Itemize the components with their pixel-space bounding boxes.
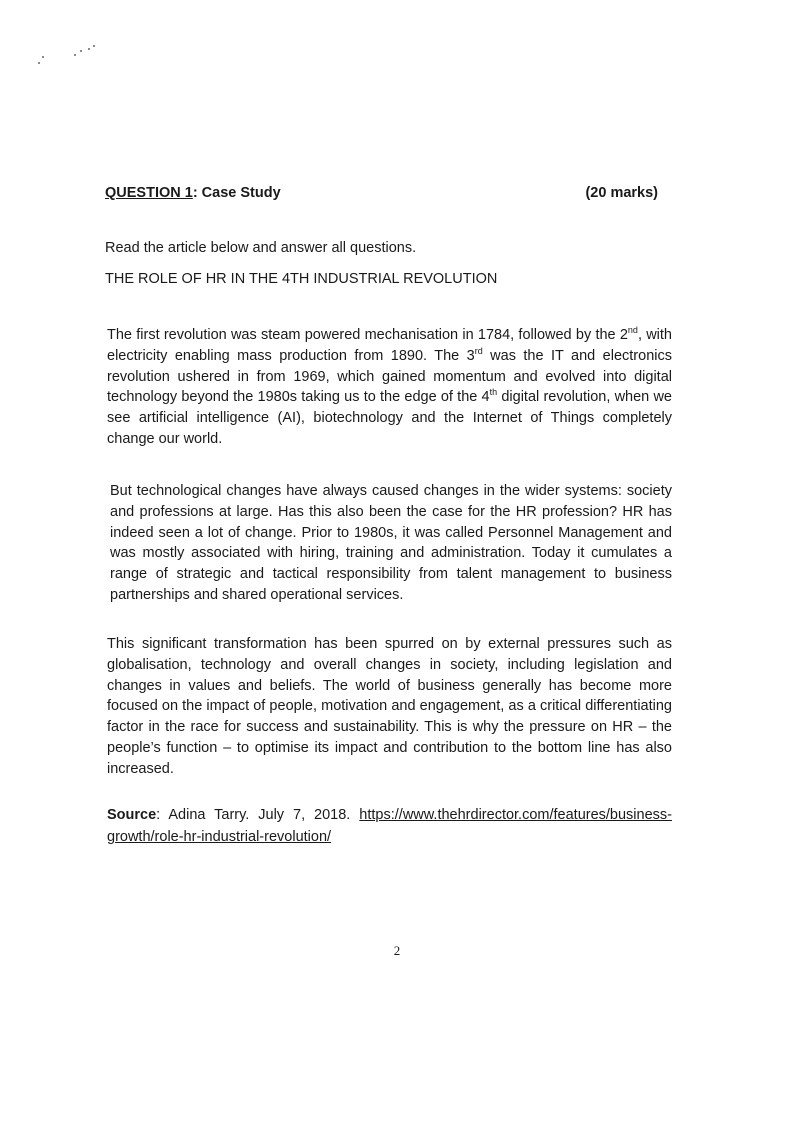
article-paragraph-2: But technological changes have always caused changes in the wider systems: society and professions at large. Has this also been the case for the HR profession? HR has indeed seen a lot of change. Prior to 1980s, it was called Personnel Management and was mostly associated with hiring, training and administration. Today it cumulates a range of strategic and tactical responsibility from talent management to business partnerships and shared operational services. [110, 483, 672, 603]
p1-text-4: digital revolution, when we see artificial intelligence (AI), biotechnology and the Internet of Things completely change our world. [107, 389, 672, 447]
article-title: THE ROLE OF HR IN THE 4TH INDUSTRIAL REVOLUTION [105, 271, 498, 287]
scan-speckles [36, 44, 106, 74]
p1-text-2: , with electricity enabling mass production from 1890. The 3 [107, 327, 673, 364]
page-number: 2 [393, 943, 401, 958]
p1-superscript-rd: rd [474, 345, 483, 356]
question-title [105, 185, 281, 201]
p1-text-1: The first revolution was steam powered mechanisation in 1784, followed by the 2 [107, 327, 628, 343]
p1-superscript-th: th [489, 387, 498, 398]
question-title-suffix: : Case Study [192, 185, 281, 201]
p1-text-3: was the IT and electronics revolution ushered in from 1969, which gained momentum and evolved into digital technology beyond the 1980s taking us to the edge of the 4 [107, 347, 672, 406]
question-marks: (20 marks) [585, 185, 658, 201]
article-paragraph-1 [107, 325, 672, 450]
instruction-text: Read the article below and answer all questions. [105, 240, 417, 256]
question-header [105, 185, 658, 201]
source-link[interactable]: https://www.thehrdirector.com/features/business-growth/role-hr-industrial-revolution/ [107, 807, 672, 845]
article-paragraph-3: This significant transformation has been spurred on by external pressures such as globalisation, technology and overall changes in society, including legislation and changes in values and beliefs. The world of business generally has become more focused on the impact of people, motivation and engagement, as a critical differentiating factor in the race for success and sustainability. This is why the pressure on HR – the people’s function – to optimise its impact and contribution to the bottom line has also increased. [107, 636, 672, 777]
question-number: QUESTION 1 [105, 185, 193, 201]
source-label: Source [107, 807, 157, 823]
p1-superscript-nd: nd [627, 325, 638, 335]
source-citation [107, 804, 672, 848]
source-text: : Adina Tarry. July 7, 2018. [156, 807, 360, 823]
